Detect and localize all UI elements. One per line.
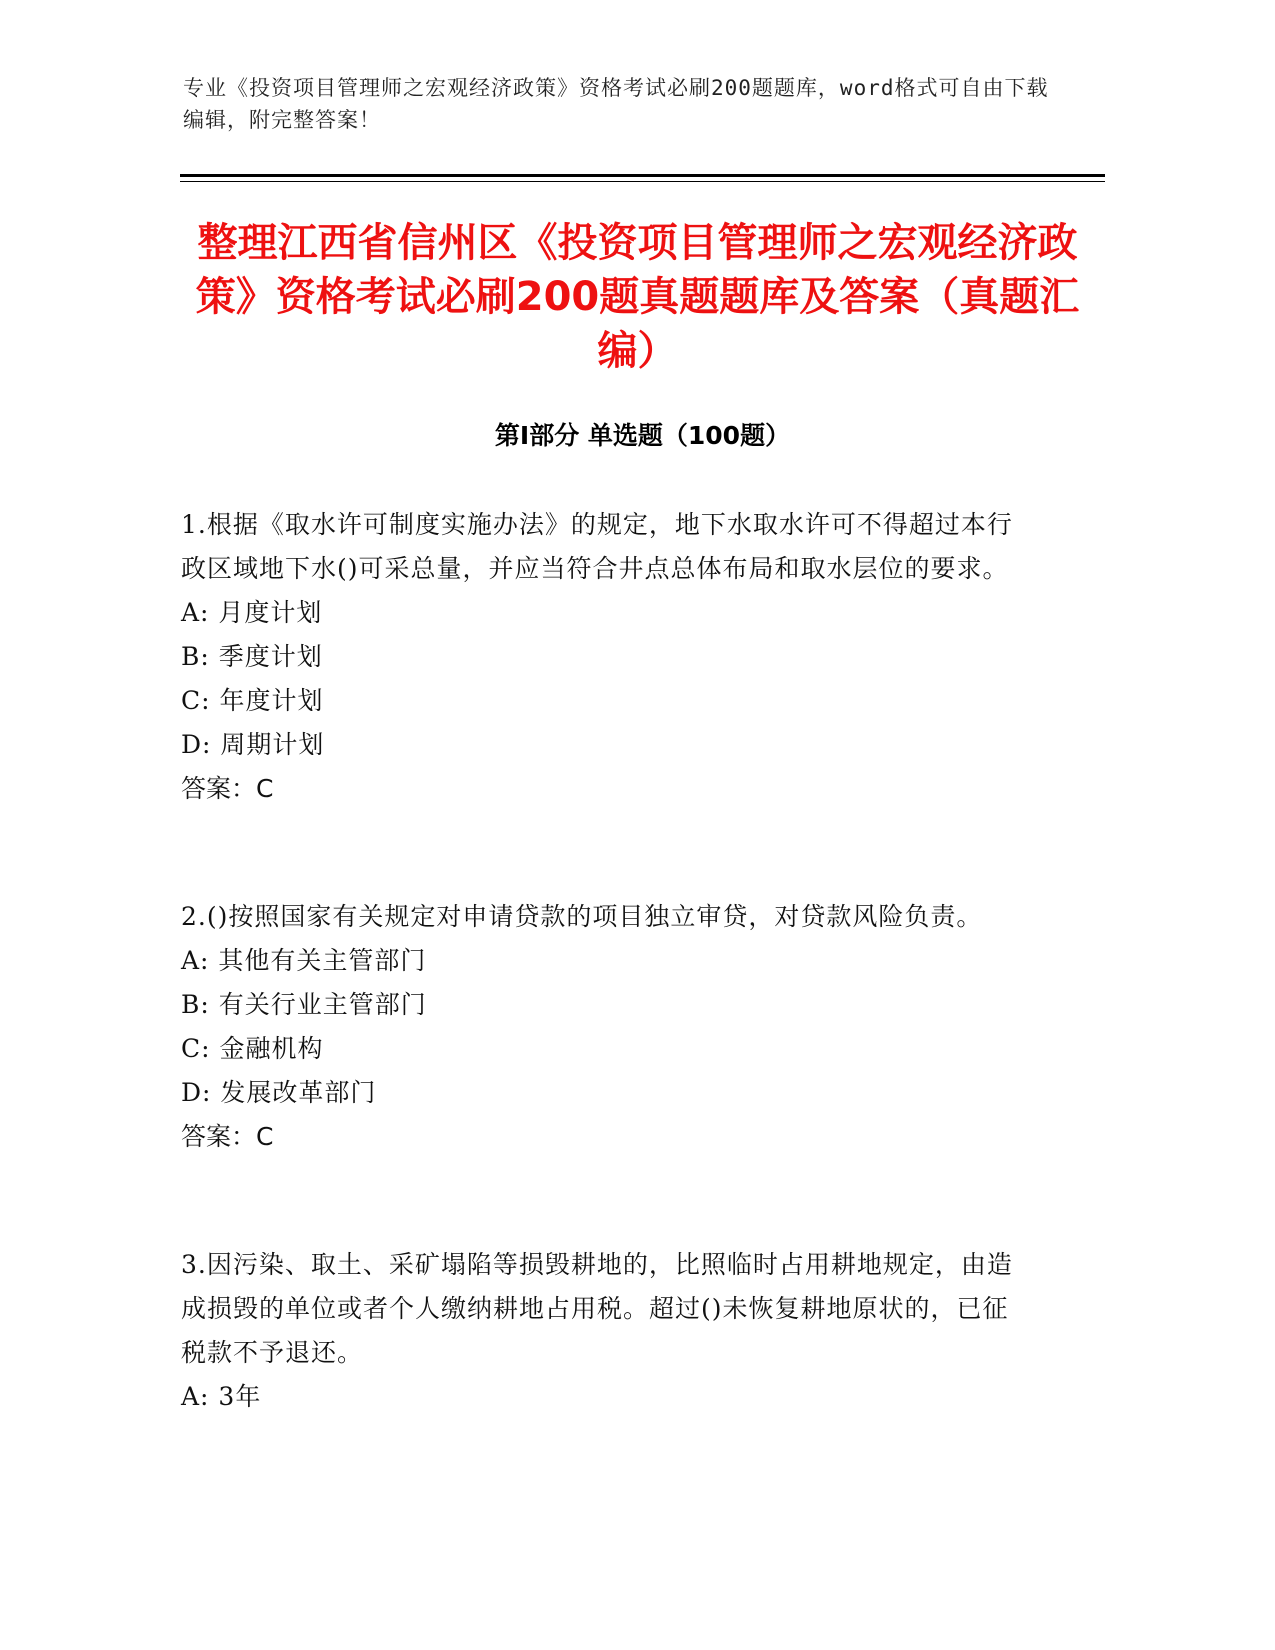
document-title: 整理江西省信州区《投资项目管理师之宏观经济政策》资格考试必刷200题真题题库及答案（真题汇编） [195, 220, 1080, 374]
option-c: C: 年度计划 [181, 686, 324, 715]
header-divider-thin [180, 181, 1105, 182]
option-a: A: 月度计划 [181, 598, 323, 627]
option-a: A: 3年 [181, 1382, 262, 1411]
header-divider-thick [180, 174, 1105, 177]
question-3 [181, 1243, 1031, 1419]
option-a: A: 其他有关主管部门 [181, 946, 427, 975]
answer-line: 答案：C [181, 774, 274, 803]
option-b: B: 有关行业主管部门 [181, 990, 427, 1019]
question-stem: 3.因污染、取土、采矿塌陷等损毁耕地的，比照临时占用耕地规定，由造成损毁的单位或者个人缴纳耕地占用税。超过()未恢复耕地原状的，已征税款不予退还。 [181, 1250, 1013, 1367]
header-note: 专业《投资项目管理师之宏观经济政策》资格考试必刷200题题库，word格式可自由下载编辑，附完整答案！ [183, 76, 1049, 132]
question-stem: 1.根据《取水许可制度实施办法》的规定，地下水取水许可不得超过本行政区域地下水()可采总量，并应当符合井点总体布局和取水层位的要求。 [181, 510, 1013, 583]
option-c: C: 金融机构 [181, 1034, 324, 1063]
option-d: D: 发展改革部门 [181, 1078, 377, 1107]
answer-line: 答案：C [181, 1122, 274, 1151]
question-2 [181, 895, 1031, 1159]
option-b: B: 季度计划 [181, 642, 323, 671]
option-d: D: 周期计划 [181, 730, 325, 759]
section-heading: 第Ⅰ部分 单选题（100题） [494, 421, 791, 450]
question-1 [181, 503, 1031, 811]
question-stem: 2.()按照国家有关规定对申请贷款的项目独立审贷，对贷款风险负责。 [181, 902, 983, 931]
